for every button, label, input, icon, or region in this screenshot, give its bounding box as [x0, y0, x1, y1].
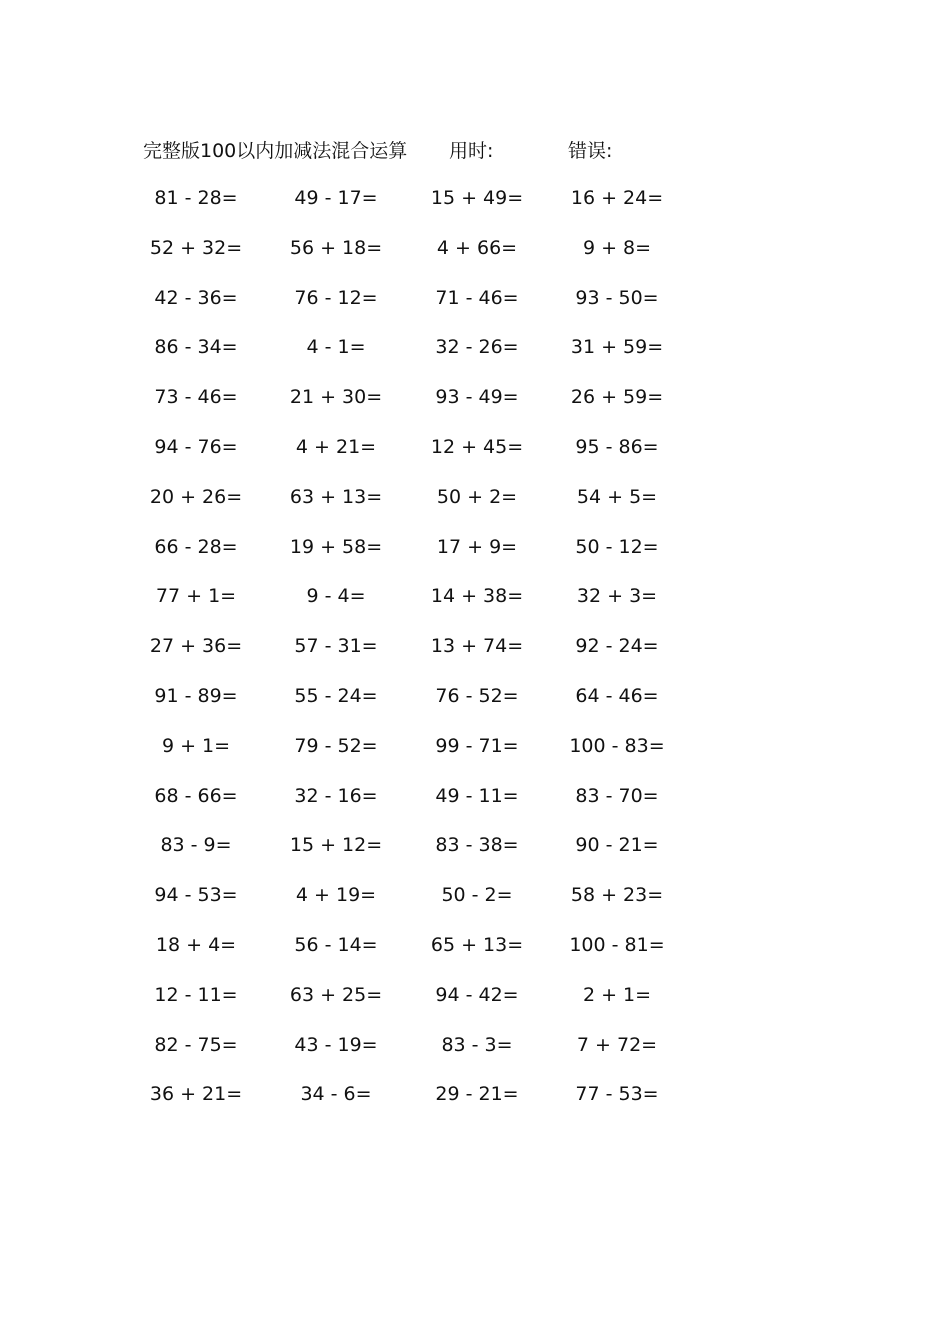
problem-cell: 90 - 21= [575, 834, 659, 857]
problem-cell: 91 - 89= [154, 684, 238, 707]
problem-cell: 55 - 24= [294, 684, 378, 707]
problem-cell: 12 + 45= [430, 435, 524, 458]
worksheet-title: 完整版100以内加减法混合运算 [143, 140, 408, 162]
problem-cell: 50 + 2= [436, 485, 518, 508]
problem-cell: 83 - 3= [441, 1033, 513, 1056]
problem-cell: 13 + 74= [430, 635, 524, 658]
problem-cell: 56 - 14= [294, 933, 378, 956]
problem-cell: 15 + 12= [289, 834, 383, 857]
problem-cell: 76 - 52= [435, 684, 519, 707]
problem-cell: 27 + 36= [149, 635, 243, 658]
problem-cell: 79 - 52= [294, 734, 378, 757]
problem-cell: 43 - 19= [294, 1033, 378, 1056]
problem-cell: 57 - 31= [294, 635, 378, 658]
errors-label: 错误: [568, 140, 613, 162]
problem-cell: 58 + 23= [570, 884, 664, 907]
problem-cell: 68 - 66= [154, 784, 238, 807]
problem-cell: 81 - 28= [154, 187, 238, 209]
problem-cell: 14 + 38= [430, 585, 524, 608]
problem-cell: 16 + 24= [570, 187, 664, 209]
problem-cell: 7 + 72= [576, 1033, 658, 1056]
problem-cell: 34 - 6= [300, 1083, 372, 1106]
problem-cell: 100 - 81= [569, 933, 665, 956]
problem-cell: 83 - 9= [160, 834, 232, 857]
problem-cell: 92 - 24= [575, 635, 659, 658]
problem-cell: 77 - 53= [575, 1083, 659, 1106]
problem-cell: 83 - 38= [435, 834, 519, 857]
problem-cell: 4 + 21= [295, 435, 377, 458]
problem-cell: 26 + 59= [570, 386, 664, 409]
problem-cell: 54 + 5= [576, 485, 658, 508]
problem-cell: 86 - 34= [154, 336, 238, 359]
problem-cell: 2 + 1= [582, 983, 652, 1006]
problem-cell: 94 - 53= [154, 884, 238, 907]
problem-cell: 94 - 42= [435, 983, 519, 1006]
problem-cell: 9 - 4= [306, 585, 366, 608]
problem-cell: 50 - 12= [575, 535, 659, 558]
problem-cell: 9 + 1= [161, 734, 231, 757]
problem-cell: 83 - 70= [575, 784, 659, 807]
problem-cell: 76 - 12= [294, 286, 378, 309]
problem-cell: 93 - 50= [575, 286, 659, 309]
problem-cell: 20 + 26= [149, 485, 243, 508]
problem-cell: 56 + 18= [289, 236, 383, 259]
problem-cell: 63 + 13= [289, 485, 383, 508]
problem-cell: 4 - 1= [306, 336, 366, 359]
problem-cell: 4 + 66= [436, 236, 518, 259]
problem-cell: 66 - 28= [154, 535, 238, 558]
time-label: 用时: [449, 140, 494, 162]
problem-cell: 64 - 46= [575, 684, 659, 707]
problem-cell: 42 - 36= [154, 286, 238, 309]
problem-cell: 19 + 58= [289, 535, 383, 558]
problem-cell: 52 + 32= [149, 236, 243, 259]
problem-cell: 21 + 30= [289, 386, 383, 409]
problem-cell: 32 + 3= [576, 585, 658, 608]
problem-cell: 12 - 11= [154, 983, 238, 1006]
problem-cell: 63 + 25= [289, 983, 383, 1006]
problem-cell: 9 + 8= [582, 236, 652, 259]
problem-cell: 65 + 13= [430, 933, 524, 956]
problem-cell: 32 - 16= [294, 784, 378, 807]
problem-cell: 18 + 4= [155, 933, 237, 956]
problem-cell: 71 - 46= [435, 286, 519, 309]
problem-cell: 82 - 75= [154, 1033, 238, 1056]
problem-cell: 17 + 9= [436, 535, 518, 558]
problem-cell: 36 + 21= [149, 1083, 243, 1106]
problem-cell: 49 - 17= [294, 187, 378, 209]
problem-cell: 50 - 2= [441, 884, 513, 907]
problem-cell: 15 + 49= [430, 187, 524, 209]
problem-cell: 95 - 86= [575, 435, 659, 458]
problem-cell: 77 + 1= [155, 585, 237, 608]
problem-cell: 93 - 49= [435, 386, 519, 409]
problem-cell: 94 - 76= [154, 435, 238, 458]
problem-cell: 29 - 21= [435, 1083, 519, 1106]
problem-cell: 99 - 71= [435, 734, 519, 757]
problem-cell: 49 - 11= [435, 784, 519, 807]
problem-cell: 73 - 46= [154, 386, 238, 409]
problem-cell: 4 + 19= [295, 884, 377, 907]
problem-cell: 31 + 59= [570, 336, 664, 359]
problem-cell: 32 - 26= [435, 336, 519, 359]
problem-cell: 100 - 83= [569, 734, 665, 757]
